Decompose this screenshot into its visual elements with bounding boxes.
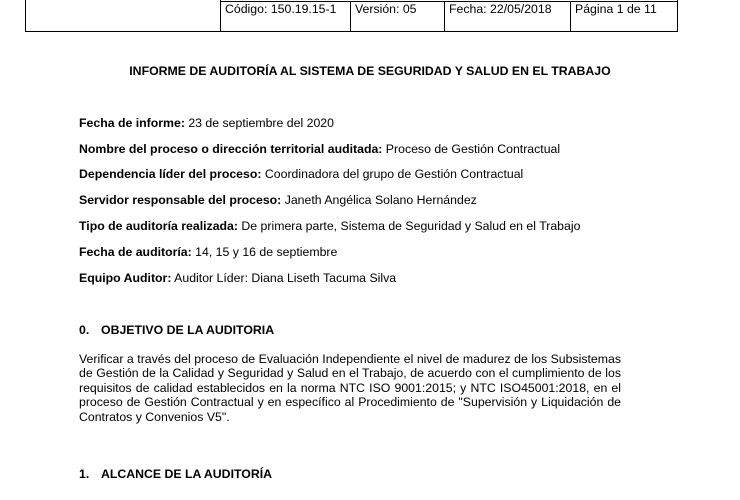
section-number: 1. <box>79 467 90 481</box>
section-number: 0. <box>79 323 90 337</box>
field-label: Nombre del proceso o dirección territorial auditada: <box>79 142 383 156</box>
field-label: Tipo de auditoría realizada: <box>79 219 238 233</box>
field-value: 23 de septiembre del 2020 <box>184 116 334 130</box>
field-audit-team <box>79 271 396 285</box>
logo-cell <box>26 0 221 32</box>
field-value: Janeth Angélica Solano Hernández <box>281 193 477 207</box>
field-label: Servidor responsable del proceso: <box>79 193 282 207</box>
field-label: Dependencia líder del proceso: <box>79 167 262 181</box>
field-value: 14, 15 y 16 de septiembre <box>191 245 338 259</box>
page-count-cell: Página 1 de 11 <box>571 2 678 32</box>
section-title: OBJETIVO DE LA AUDITORIA <box>101 323 275 337</box>
field-report-date <box>79 116 334 130</box>
field-value: Auditor Líder: Diana Liseth Tacuma Silva <box>171 271 397 285</box>
version-cell: Versión: 05 <box>351 2 445 32</box>
field-lead-dependency <box>79 167 523 181</box>
section-heading-objective <box>79 323 274 337</box>
field-label: Equipo Auditor: <box>79 271 172 285</box>
section-heading-scope <box>79 467 272 481</box>
field-audit-type <box>79 219 580 233</box>
field-responsible-officer <box>79 193 477 207</box>
field-process-name <box>79 142 560 156</box>
field-label: Fecha de auditoría: <box>79 245 192 259</box>
field-audit-date <box>79 245 337 259</box>
field-value: Proceso de Gestión Contractual <box>382 142 561 156</box>
document-header-table <box>25 0 678 32</box>
field-value: Coordinadora del grupo de Gestión Contractual <box>261 167 524 181</box>
date-cell: Fecha: 22/05/2018 <box>445 2 571 32</box>
section-title: ALCANCE DE LA AUDITORÍA <box>101 467 273 481</box>
report-title: INFORME DE AUDITORÍA AL SISTEMA DE SEGURIDAD Y SALUD EN EL TRABAJO <box>129 64 611 78</box>
field-label: Fecha de informe: <box>79 116 185 130</box>
code-cell: Código: 150.19.15-1 <box>221 2 351 32</box>
objective-paragraph: Verificar a través del proceso de Evaluación Independiente el nivel de madurez de los Subsistemas de Gestión de la Calidad y Seguridad y Salud en el Trabajo, de acuerdo con el cumplimiento de los requisitos de calidad establecidos en la norma NTC ISO 9001:2015; y NTC ISO45001:2018, en el proceso de Gestión Contractual y en específico al Procedimiento de "Supervisión y Liquidación de Contratos y Convenios V5". <box>79 352 621 424</box>
field-value: De primera parte, Sistema de Seguridad y Salud en el Trabajo <box>237 219 581 233</box>
